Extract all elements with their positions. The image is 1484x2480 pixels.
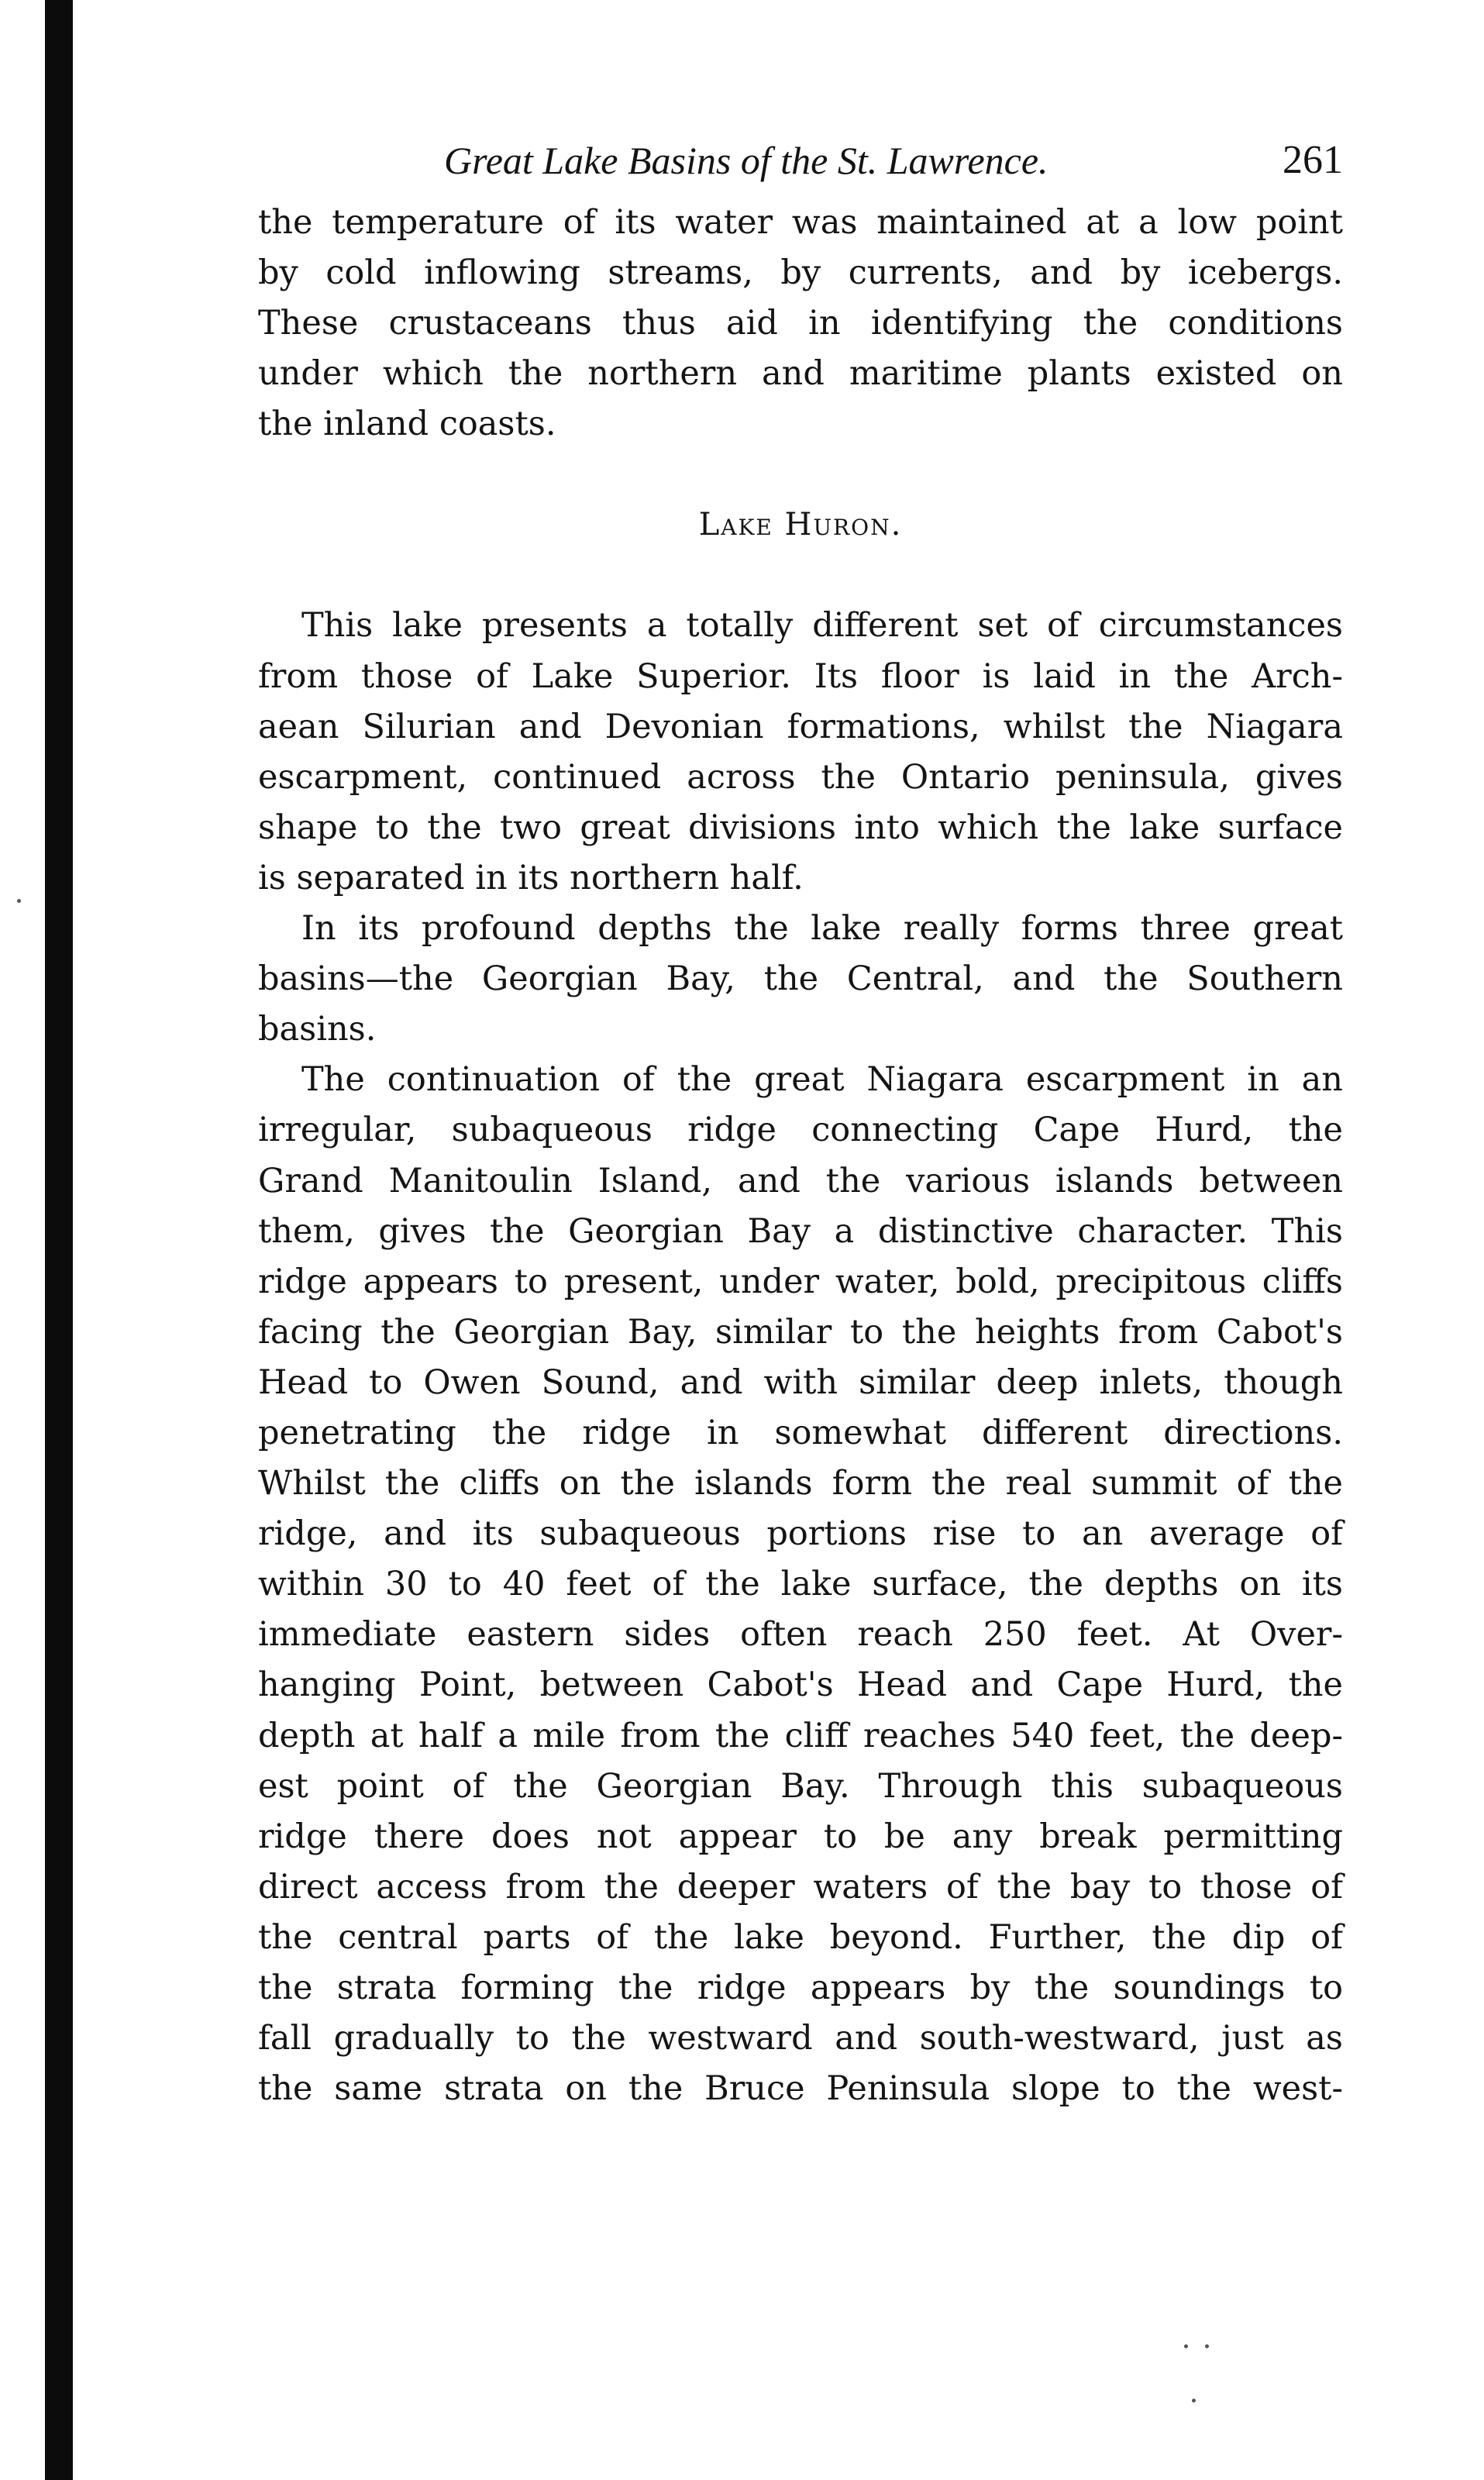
text-line: the central parts of the lake beyond. Further, the dip of	[258, 1917, 1343, 1957]
text-line: is separated in its northern half.	[258, 858, 804, 897]
text-line: by cold inflowing streams, by currents, and by icebergs.	[258, 253, 1343, 293]
scan-speck	[1205, 2344, 1209, 2348]
text-line: direct access from the deeper waters of the bay to those of	[258, 1867, 1343, 1906]
text-line: est point of the Georgian Bay. Through this subaqueous	[258, 1766, 1343, 1806]
text-line: The continuation of the great Niagara escarpment in an	[301, 1060, 1343, 1100]
text-line: Whilst the cliffs on the islands form the real summit of the	[258, 1464, 1343, 1504]
text-line: facing the Georgian Bay, similar to the heights from Cabot's	[258, 1312, 1343, 1352]
text-line: In its profound depths the lake really forms three great	[301, 909, 1343, 949]
text-line: within 30 to 40 feet of the lake surface, the depths on its	[258, 1565, 1343, 1604]
running-head	[258, 136, 1343, 198]
text-line: shape to the two great divisions into which the lake surface	[258, 808, 1343, 847]
text-line: Head to Owen Sound, and with similar deep inlets, though	[258, 1362, 1343, 1402]
text-line: penetrating the ridge in somewhat different directions.	[258, 1413, 1343, 1452]
text-line: irregular, subaqueous ridge connecting Cape Hurd, the	[258, 1111, 1343, 1150]
text-line: depth at half a mile from the cliff reaches 540 feet, the deep-	[258, 1716, 1343, 1755]
text-line: ridge there does not appear to be any break permitting	[258, 1817, 1343, 1856]
text-line: the strata forming the ridge appears by the soundings to	[258, 1968, 1343, 2007]
paragraph	[258, 1055, 1343, 2114]
text-line: from those of Lake Superior. Its floor is laid in the Arch-	[258, 656, 1343, 696]
text-line: ridge appears to present, under water, bold, precipitous cliffs	[258, 1262, 1343, 1301]
text-line: hanging Point, between Cabot's Head and Cape Hurd, the	[258, 1665, 1343, 1705]
scan-speck	[1184, 2344, 1188, 2348]
text-line: immediate eastern sides often reach 250 feet. At Over-	[258, 1615, 1343, 1655]
text-line: the temperature of its water was maintained at a low point	[258, 203, 1343, 242]
page-binding-edge	[45, 0, 73, 2480]
scan-speck	[1192, 2399, 1196, 2402]
book-page	[258, 136, 1343, 2114]
paragraph-continued	[258, 198, 1343, 450]
text-line: escarpment, continued across the Ontario peninsula, gives	[258, 757, 1343, 797]
paragraph	[258, 601, 1343, 904]
paragraph	[258, 904, 1343, 1055]
text-line: under which the northern and maritime plants existed on	[258, 354, 1343, 394]
text-line: the same strata on the Bruce Peninsula slope to the west-	[258, 2069, 1343, 2109]
text-line: the inland coasts.	[258, 405, 556, 444]
page-number: 261	[1283, 138, 1343, 182]
text-line: basins.	[258, 1010, 377, 1049]
text-line: This lake presents a totally different set of circumstances	[301, 606, 1343, 646]
section-heading: Lake Huron.	[698, 507, 903, 543]
text-line: them, gives the Georgian Bay a distinctive character. This	[258, 1211, 1343, 1251]
scan-speck	[17, 899, 21, 903]
text-line: ridge, and its subaqueous portions rise to an average of	[258, 1514, 1343, 1554]
text-line: Grand Manitoulin Island, and the various islands between	[258, 1161, 1343, 1200]
text-line: basins—the Georgian Bay, the Central, and the Southern	[258, 959, 1343, 999]
text-line: fall gradually to the westward and south-westward, just as	[258, 2019, 1343, 2058]
text-line: aean Silurian and Devonian formations, whilst the Niagara	[258, 707, 1343, 746]
running-title: Great Lake Basins of the St. Lawrence.	[444, 139, 1048, 182]
text-line: These crustaceans thus aid in identifying the conditions	[258, 304, 1343, 343]
